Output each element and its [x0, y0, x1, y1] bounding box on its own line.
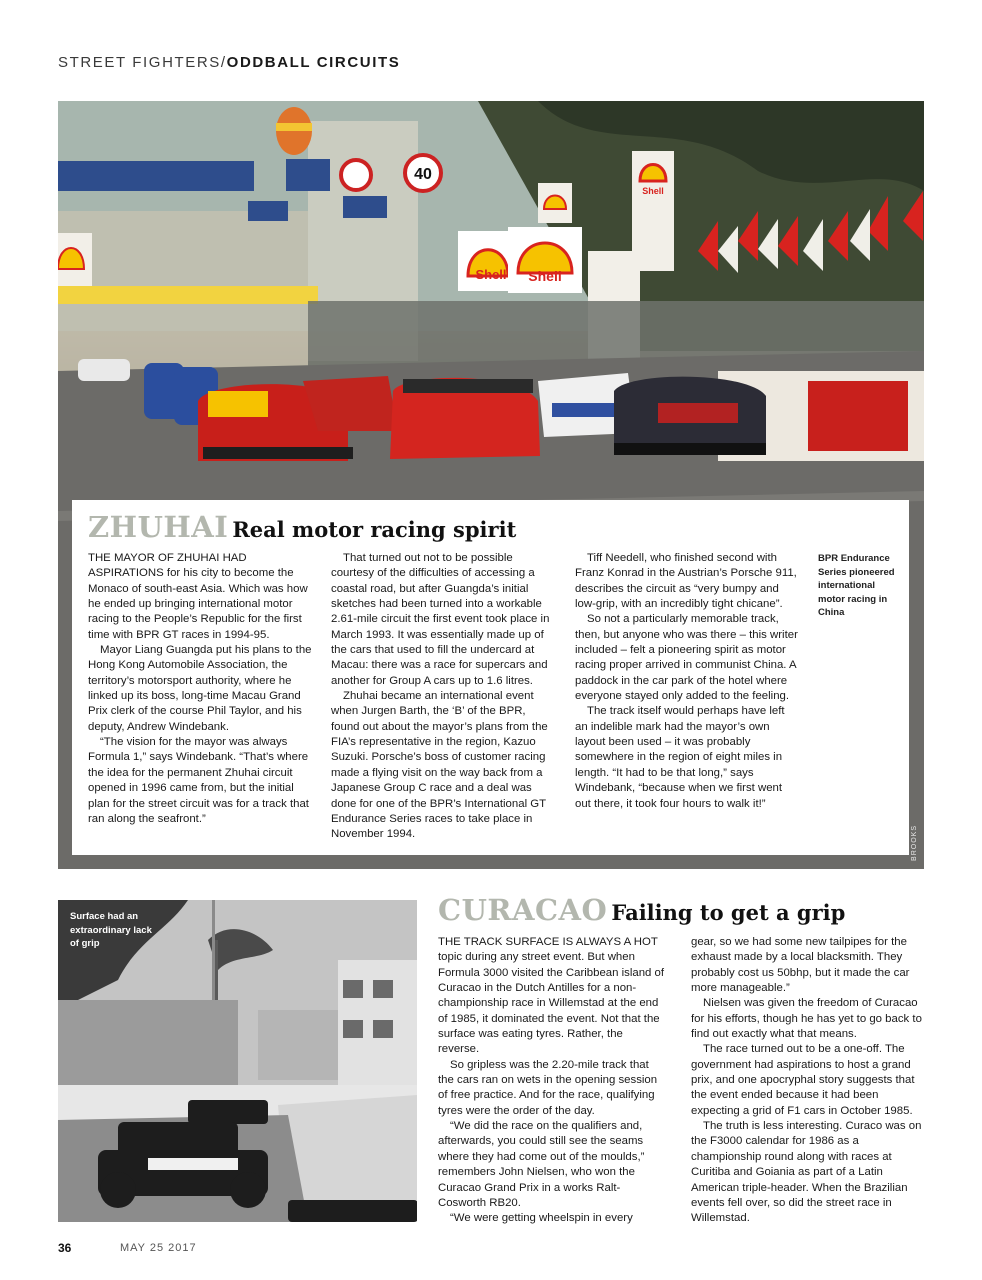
- running-header: [58, 54, 400, 71]
- curacao-headline: [438, 893, 845, 927]
- curacao-paragraph: So gripless was the 2.20-mile track that the cars ran on wets in the opening session of free practice. And for the race, qualifying tyres were the order of the day.: [438, 1058, 658, 1117]
- curacao-race-photo: [58, 900, 417, 1222]
- curacao-place-name: CURACAO: [438, 893, 608, 927]
- curacao-paragraph: THE TRACK SURFACE IS ALWAYS A HOT topic during any street event. But when Formula 3000 visited the Caribbean island of Curacao in the Dutch Antilles for a non-championship race in Willemstad at the end of 1985, it dominated the event. Not that the surface was eating tyres. Rather, the reverse.: [438, 936, 665, 1056]
- zhuhai-column-3: [575, 551, 799, 812]
- zhuhai-title: Real motor racing spirit: [232, 517, 517, 542]
- curacao-column-1: [438, 935, 666, 1227]
- zhuhai-paragraph: Tiff Needell, who finished second with Franz Konrad in the Austrian’s Porsche 911, describes the circuit as “very bumpy and low-grip, with an incredibly tight chicane”.: [575, 552, 797, 611]
- curacao-paragraph: “We did the race on the qualifiers and, afterwards, you could still see the seams where they had come out of the moulds,” remembers John Nielsen, who won the Curacao Grand Prix in a works Ralt-Cosworth RB20.: [438, 1120, 645, 1209]
- section-label: STREET FIGHTERS/: [58, 54, 227, 71]
- shell-sign-1: Shell: [475, 267, 507, 282]
- zhuhai-paragraph: So not a particularly memorable track, then, but anyone who was there – this writer included – felt a pioneering spirit as motor racing proper arrived in communist China. A paddock in the car park of the hotel where everyone stayed only added to the feeling.: [575, 613, 798, 703]
- zhuhai-paragraph: Mayor Liang Guangda put his plans to the Hong Kong Automobile Association, the territory’s motorsport authority, where he linked up its boss, long-time Macau Grand Prix clerk of the course Phil Taylor, and his deputy, Andrew Windebank.: [88, 644, 312, 733]
- curacao-paragraph: Nielsen was given the freedom of Curacao for his efforts, though he has yet to go back to find out exactly what that means.: [691, 997, 922, 1041]
- zhuhai-paragraph: That turned out not to be possible courtesy of the difficulties of accessing a coastal road, but after Guangda’s initial sketches had been turned into a workable 2.61-mile circuit the first event took place in March 1993. It was essentially made up of the cars that used to fill the undercard at Macau: there was a race for supercars and another for Group A cars up to 1.6 litres.: [331, 552, 550, 687]
- zhuhai-paragraph: Zhuhai became an international event when Jurgen Barth, the ‘B’ of the BPR, found out about the mayor’s plans from the FIA’s representative in the region, Kazuo Suzuki. Porsche’s boss of customer racing made a flying visit on the way back from a Japanese Group C race and a deal was done for one of the BPR’s International GT Endurance Series races to take place in November 1994.: [331, 690, 548, 841]
- zhuhai-paragraph: “The vision for the mayor was always Formula 1,” says Windebank. “That’s where the idea for the permanent Zhuhai circuit opened in 1996 came from, but the initial plan for the street circuit was for a track that ran along the seafront.”: [88, 736, 309, 825]
- zhuhai-headline: [88, 510, 516, 544]
- zhuhai-photo-caption: BPR Endurance Series pioneered international motor racing in China: [818, 553, 895, 618]
- page-number: 36: [58, 1241, 72, 1255]
- curacao-title: Failing to get a grip: [611, 900, 846, 925]
- zhuhai-paragraph: THE MAYOR OF ZHUHAI HAD ASPIRATIONS for his city to become the Monaco of south-east Asia. Which was how he ended up bringing international motor racing to the People’s Republic for the first time with BPR GT races in 1994-95.: [88, 552, 308, 641]
- shell-sign-3: Shell: [642, 186, 664, 196]
- curacao-paragraph: The truth is less interesting. Curaco was on the F3000 calendar for 1986 as a championship round along with races at Curitiba and Goiania as part of a Latin American triple-header. When the Brazilian events fell over, so did the street race in Willemstad.: [691, 1120, 922, 1225]
- curacao-photo-caption: Surface had an extraordinary lack of grip: [70, 911, 152, 949]
- subsection-label: ODDBALL CIRCUITS: [226, 54, 401, 71]
- zhuhai-paragraph: The track itself would perhaps have left an indelible mark had the mayor’s own layout been used – it was probably somewhere in the region of eight miles in length. “It had to be that long,” says Windebank, “because when we first went out there, it took four hours to walk it!”: [575, 705, 785, 810]
- zhuhai-column-2: [331, 551, 553, 843]
- issue-date: MAY 25 2017: [120, 1242, 197, 1254]
- curacao-paragraph: gear, so we had some new tailpipes for the exhaust made by a local blacksmith. They probably cost us 50bhp, but it made the car more manageable.”: [691, 936, 910, 995]
- zhuhai-article: [72, 500, 909, 855]
- photo-credit: BROOKS: [911, 825, 918, 861]
- zhuhai-place-name: ZHUHAI: [88, 510, 229, 544]
- curacao-paragraph: The race turned out to be a one-off. The government had aspirations to host a grand prix, and one apocryphal story suggests that the event ended because it had been expecting a grid of F1 cars in October 1985.: [691, 1043, 915, 1117]
- shell-sign-2: Shell: [528, 268, 562, 284]
- curacao-column-2: [691, 935, 927, 1227]
- curacao-paragraph: “We were getting wheelspin in every: [450, 1212, 633, 1225]
- zhuhai-column-1: [88, 551, 314, 827]
- speed-sign-text: 40: [414, 166, 432, 183]
